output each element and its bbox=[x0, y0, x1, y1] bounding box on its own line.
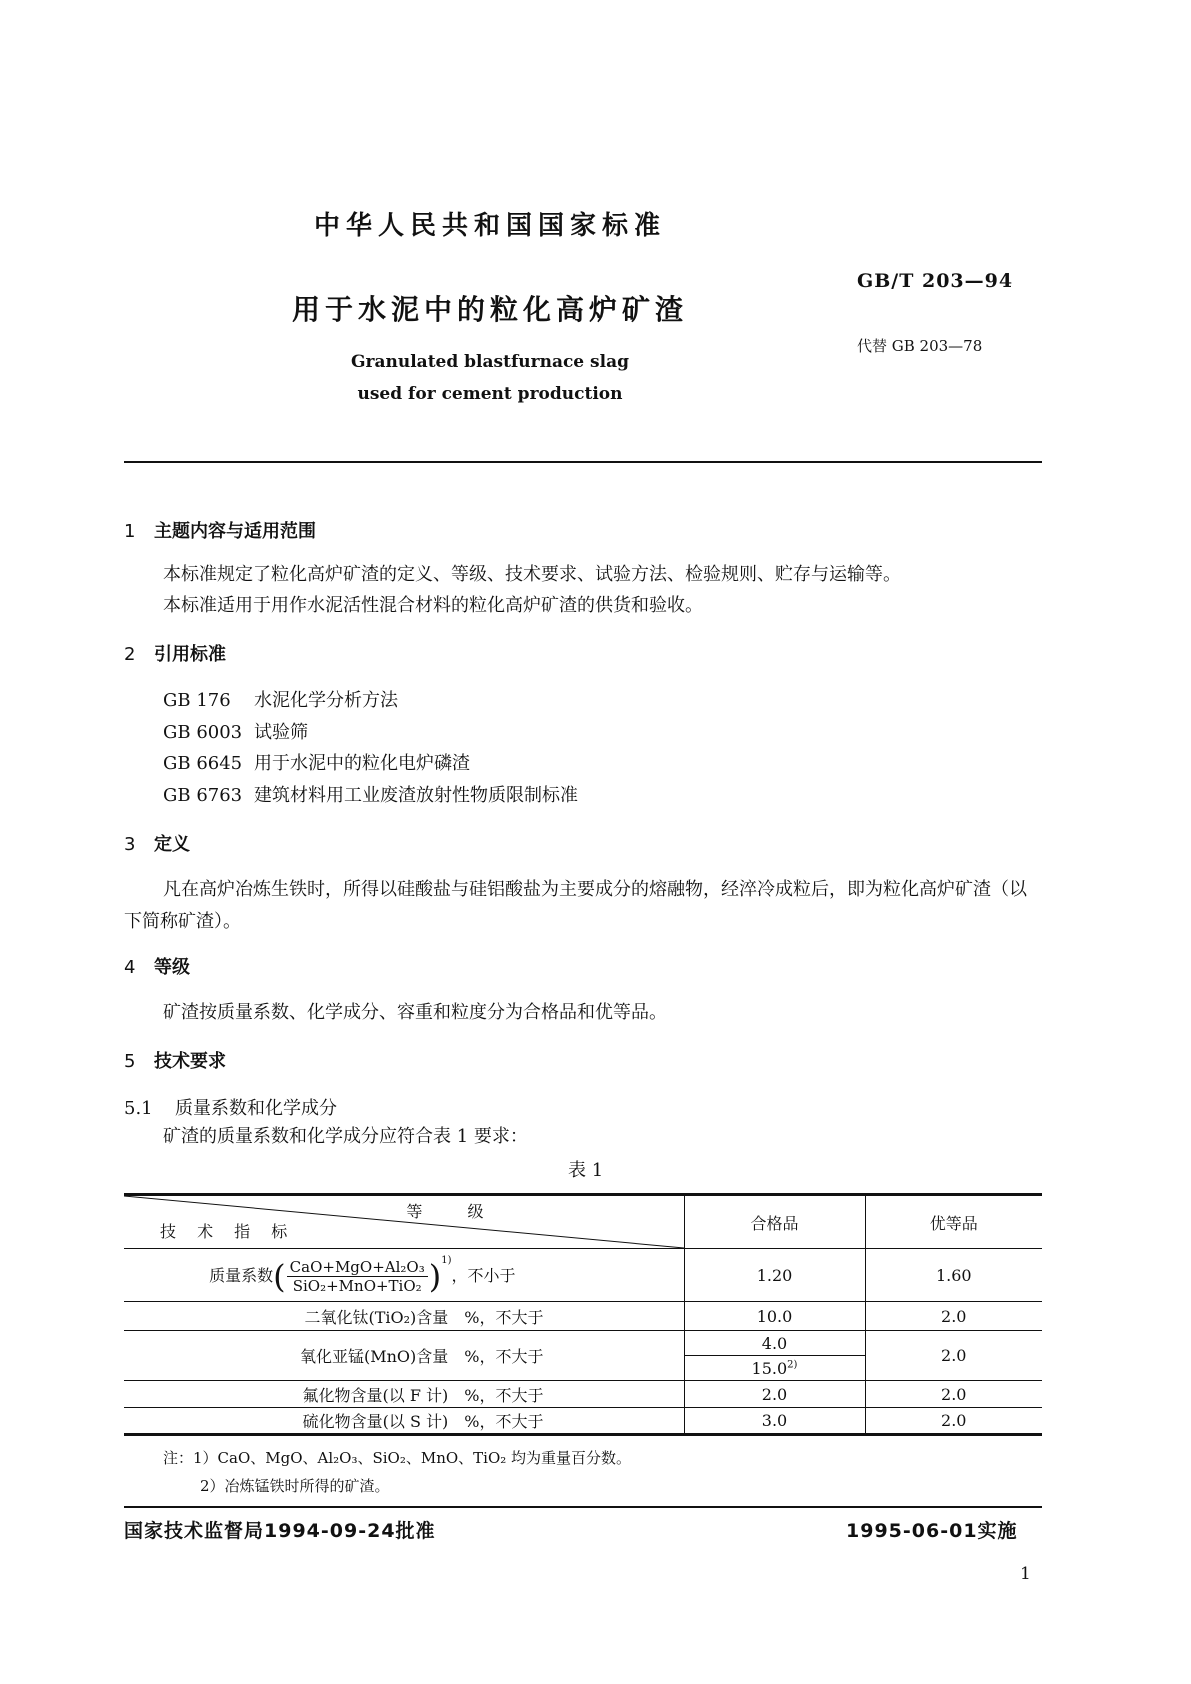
header-grade: 等 级 bbox=[406, 1202, 504, 1221]
cell-value: 3.0 bbox=[684, 1408, 865, 1435]
row-label: 氟化物含量(以 F 计) %，不大于 bbox=[124, 1381, 684, 1408]
row-label: 硫化物含量(以 S 计) %，不大于 bbox=[124, 1408, 684, 1435]
cell-value: 1.60 bbox=[865, 1249, 1042, 1302]
cell-value: 2.0 bbox=[865, 1331, 1042, 1381]
section-1-paragraph-2: 本标准适用于用作水泥活性混合材料的粒化高炉矿渣的供货和验收。 bbox=[163, 595, 703, 616]
section-number: 3 bbox=[124, 834, 136, 855]
footnote-ref: 1) bbox=[441, 1254, 452, 1266]
table-1 bbox=[124, 1193, 1042, 1436]
subsection-number: 5.1 bbox=[124, 1098, 153, 1119]
section-2-heading bbox=[124, 640, 226, 666]
footnote-ref: 2) bbox=[787, 1359, 798, 1371]
replaces-note: 代替 GB 203—78 bbox=[857, 337, 983, 355]
english-title-line1: Granulated blastfurnace slag bbox=[351, 352, 629, 372]
ref-code: GB 176 bbox=[163, 690, 231, 711]
quality-coefficient-condition: ，不小于 bbox=[451, 1265, 516, 1285]
effective-date: 1995-06-01实施 bbox=[846, 1520, 1018, 1542]
subsection-title: 质量系数和化学成分 bbox=[175, 1098, 337, 1119]
header-superior: 优等品 bbox=[865, 1195, 1042, 1249]
quality-coefficient-fraction bbox=[287, 1258, 428, 1295]
fraction-numerator: CaO+MgO+Al₂O₃ bbox=[287, 1258, 428, 1277]
cell-value: 1.20 bbox=[684, 1249, 865, 1302]
list-item bbox=[163, 686, 578, 718]
fraction-denominator: SiO₂+MnO+TiO₂ bbox=[292, 1276, 422, 1295]
table-caption: 表 1 bbox=[568, 1160, 604, 1181]
ref-name: 水泥化学分析方法 bbox=[254, 690, 398, 711]
subsection-5-1-heading bbox=[124, 1094, 337, 1120]
ref-code: GB 6763 bbox=[163, 784, 243, 806]
section-title: 技术要求 bbox=[154, 1051, 226, 1072]
section-4-paragraph: 矿渣按质量系数、化学成分、容重和粒度分为合格品和优等品。 bbox=[163, 1002, 667, 1023]
header-divider bbox=[124, 461, 1042, 463]
ref-name: 建筑材料用工业废渣放射性物质限制标准 bbox=[254, 784, 578, 806]
english-title-line2: used for cement production bbox=[357, 384, 623, 404]
header-qualified: 合格品 bbox=[684, 1195, 865, 1249]
list-item bbox=[163, 781, 578, 813]
ref-name: 试验筛 bbox=[254, 721, 308, 743]
ref-name: 用于水泥中的粒化电炉磷渣 bbox=[254, 753, 470, 774]
section-title: 等级 bbox=[154, 957, 190, 978]
close-paren-icon: ) bbox=[428, 1257, 442, 1296]
quality-coefficient-label: 质量系数 bbox=[209, 1265, 274, 1285]
approval-date: 国家技术监督局1994-09-24批准 bbox=[124, 1520, 436, 1542]
section-3-paragraph: 凡在高炉冶炼生铁时，所得以硅酸盐与硅铝酸盐为主要成分的熔融物，经淬冷成粒后，即为粒化高炉矿渣（以下简称矿渣）。 bbox=[124, 879, 1027, 932]
cell-value: 2.0 bbox=[865, 1408, 1042, 1435]
footer-divider bbox=[124, 1506, 1042, 1508]
section-5-heading bbox=[124, 1047, 226, 1073]
section-number: 4 bbox=[124, 957, 136, 978]
document-title: 用于水泥中的粒化高炉矿渣 bbox=[291, 293, 688, 326]
table-row bbox=[124, 1302, 1042, 1331]
cell-value: 4.0 bbox=[684, 1331, 865, 1356]
section-title: 主题内容与适用范围 bbox=[154, 521, 316, 542]
list-item bbox=[163, 718, 578, 750]
header-indicator: 技 术 指 标 bbox=[160, 1222, 296, 1241]
section-1-paragraph-1: 本标准规定了粒化高炉矿渣的定义、等级、技术要求、试验方法、检验规则、贮存与运输等。 bbox=[163, 564, 901, 585]
section-5-paragraph: 矿渣的质量系数和化学成分应符合表 1 要求： bbox=[163, 1126, 528, 1147]
national-standard-heading: 中华人民共和国国家标准 bbox=[313, 211, 666, 241]
section-4-heading bbox=[124, 953, 190, 979]
page-number: 1 bbox=[1020, 1564, 1031, 1584]
referenced-standards-list bbox=[163, 686, 578, 812]
section-number: 1 bbox=[124, 521, 136, 542]
cell-value: 10.0 bbox=[684, 1302, 865, 1331]
cell-value-with-note bbox=[684, 1356, 865, 1381]
section-title: 定义 bbox=[154, 834, 190, 855]
cell-value: 2.0 bbox=[865, 1381, 1042, 1408]
diagonal-header-cell bbox=[124, 1195, 684, 1249]
table-notes bbox=[163, 1444, 631, 1500]
table-row bbox=[124, 1381, 1042, 1408]
list-item bbox=[163, 749, 578, 781]
section-number: 2 bbox=[124, 644, 136, 665]
section-title: 引用标准 bbox=[154, 644, 226, 665]
row-label: 氧化亚锰(MnO)含量 %，不大于 bbox=[124, 1331, 684, 1381]
standard-number: GB/T 203—94 bbox=[857, 270, 1014, 292]
section-3-heading bbox=[124, 830, 190, 856]
note-item: 2）冶炼锰铁时所得的矿渣。 bbox=[200, 1477, 390, 1495]
open-paren-icon: ( bbox=[273, 1257, 286, 1296]
table-row bbox=[124, 1331, 1042, 1356]
quality-coefficient-cell bbox=[124, 1249, 684, 1302]
table-header-row bbox=[124, 1195, 1042, 1249]
section-number: 5 bbox=[124, 1051, 136, 1072]
section-1-heading bbox=[124, 517, 316, 543]
ref-code: GB 6645 bbox=[163, 753, 243, 774]
cell-value: 2.0 bbox=[684, 1381, 865, 1408]
cell-value: 15.0 bbox=[751, 1358, 788, 1378]
note-item: 注：1）CaO、MgO、Al₂O₃、SiO₂、MnO、TiO₂ 均为重量百分数。 bbox=[163, 1449, 632, 1467]
cell-value: 2.0 bbox=[865, 1302, 1042, 1331]
table-row bbox=[124, 1408, 1042, 1435]
row-label: 二氧化钛(TiO₂)含量 %，不大于 bbox=[124, 1302, 684, 1331]
table-row bbox=[124, 1249, 1042, 1302]
ref-code: GB 6003 bbox=[163, 721, 243, 743]
